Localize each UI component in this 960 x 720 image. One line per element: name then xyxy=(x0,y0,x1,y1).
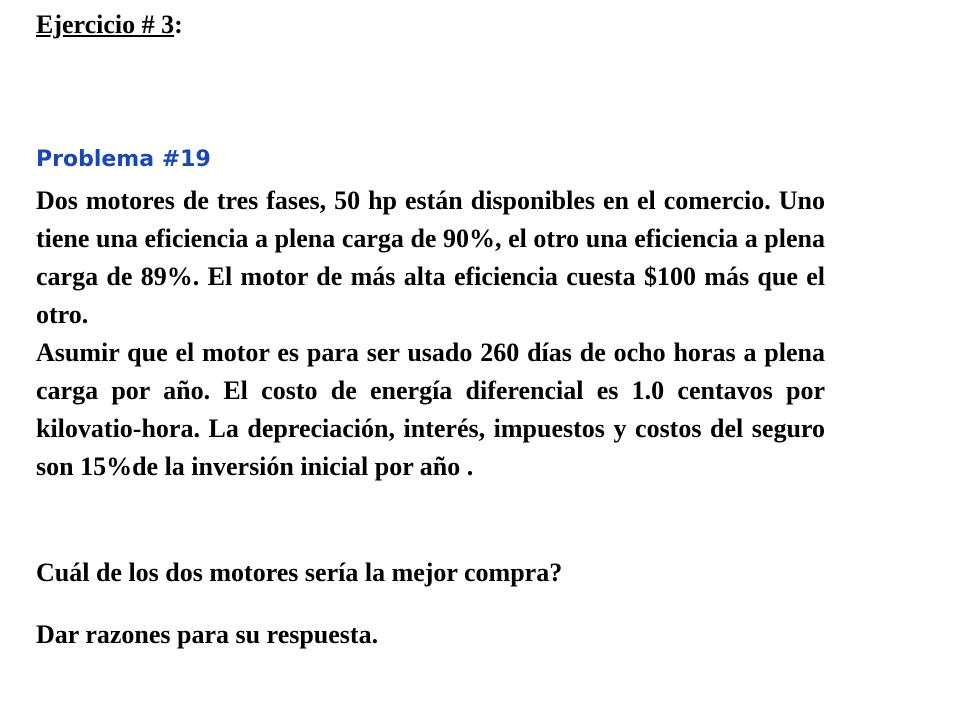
problem-question: Cuál de los dos motores sería la mejor compra? xyxy=(36,558,563,587)
exercise-label: Ejercicio # 3 xyxy=(36,10,175,39)
exercise-heading xyxy=(36,7,183,43)
problem-paragraph-2: Asumir que el motor es para ser usado 260 días de ocho horas a plena carga por año. El costo de energía diferencial es 1.0 centavos por kilovatio-hora. La depreciación, interés, impuestos y costos del seguro son 15%de la inversión inicial por año . xyxy=(36,338,825,481)
problem-title: Problema #19 xyxy=(36,147,211,172)
exercise-colon: : xyxy=(174,10,183,39)
problem-instruction: Dar razones para su respuesta. xyxy=(36,620,379,649)
problem-paragraph-1: Dos motores de tres fases, 50 hp están disponibles en el comercio. Uno tiene una eficiencia a plena carga de 90%, el otro una eficiencia a plena carga de 89%. El motor de más alta eficiencia cuesta $100 más que el otro. xyxy=(36,186,825,329)
